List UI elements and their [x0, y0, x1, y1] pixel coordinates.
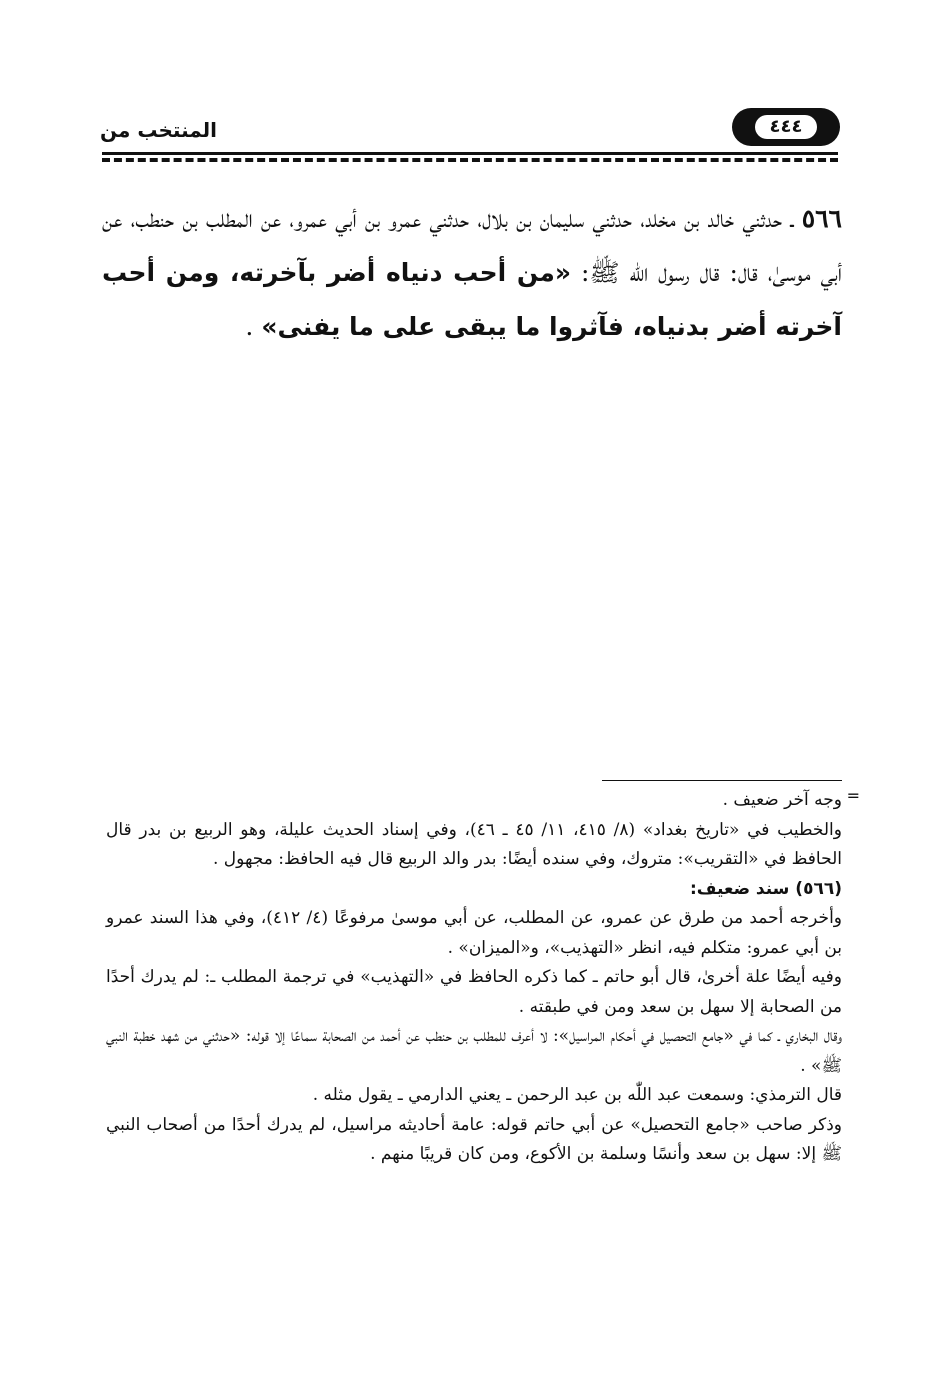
- page-number: ٤٤٤: [755, 115, 817, 139]
- page-number-badge: [732, 108, 840, 146]
- header-rule-dashed: [102, 158, 838, 162]
- header-rule-solid: [102, 152, 838, 155]
- hadith-number: ٥٦٦: [801, 204, 842, 233]
- hadith-isnad: ـ حدثني خالد بن مخلد، حدثني سليمان بن بلال، حدثني عمرو بن أبي عمرو، عن المطلب بن حنطب، عن أبي موسىٰ، قال: قال رسول اللّٰه ﷺ:: [102, 204, 842, 287]
- footnote-continuation-mark: =: [846, 786, 860, 805]
- footnote-heading: (٥٦٦) سند ضعيف:: [689, 878, 842, 899]
- footnote-paragraph: قال الترمذي: وسمعت عبد اللّٰه بن عبد الرحمن ـ يعني الدارمي ـ يقول مثله .: [312, 1085, 842, 1105]
- footnote-paragraph: وجه آخر ضعيف .: [722, 790, 842, 810]
- footnote-paragraph: وقال البخاري ـ كما في «جامع التحصيل في أحكام المراسيل»: لا أعرف للمطلب بن حنطب عن أحمد من الصحابة سماعًا إلا قوله: «حدثني من شهد خطبة النبي ﷺ» .: [106, 1026, 843, 1076]
- hadith-matn: «من أحب دنياه أضر بآخرته، ومن أحب آخرته أضر بدنياه، فآثروا ما يبقى على ما يفنى»: [102, 258, 842, 341]
- footnote-separator: [602, 780, 842, 781]
- running-title: المنتخب من: [100, 118, 218, 142]
- hadith-text: [102, 192, 842, 354]
- footnote-paragraph: والخطيب في «تاريخ بغداد» (٨/ ٤١٥، ١١/ ٤٥ ـ ٤٦)، وفي إسناد الحديث عليلة، وهو الربيع بن بدر قال الحافظ في «التقريب»: متروك، وفي سنده أيضًا: بدر والد الربيع قال فيه الحافظ: مجهول .: [106, 819, 842, 869]
- footnotes: [106, 786, 842, 1170]
- page-header: [100, 108, 840, 158]
- footnote-paragraph: وذكر صاحب «جامع التحصيل» عن أبي حاتم قوله: عامة أحاديثه مراسيل، لم يدرك أحدًا من أصحاب النبي ﷺ إلا: سهل بن سعد وأنسًا وسلمة بن الأكوع، ومن كان قريبًا منهم .: [106, 1114, 842, 1164]
- footnote-paragraph: وفيه أيضًا علة أخرىٰ، قال أبو حاتم ـ كما ذكره الحافظ في «التهذيب» في ترجمة المطلب ـ: لم يدرك أحدًا من الصحابة إلا سهل بن سعد ومن في طبقته .: [106, 967, 842, 1017]
- footnote-paragraph: وأخرجه أحمد من طرق عن عمرو، عن المطلب، عن أبي موسىٰ مرفوعًا (٤/ ٤١٢)، وفي هذا السند عمرو بن أبي عمرو: متكلم فيه، انظر «التهذيب»، و«الميزان» .: [106, 908, 842, 958]
- hadith-ending: .: [245, 312, 262, 341]
- hadith-paragraph: [102, 192, 842, 354]
